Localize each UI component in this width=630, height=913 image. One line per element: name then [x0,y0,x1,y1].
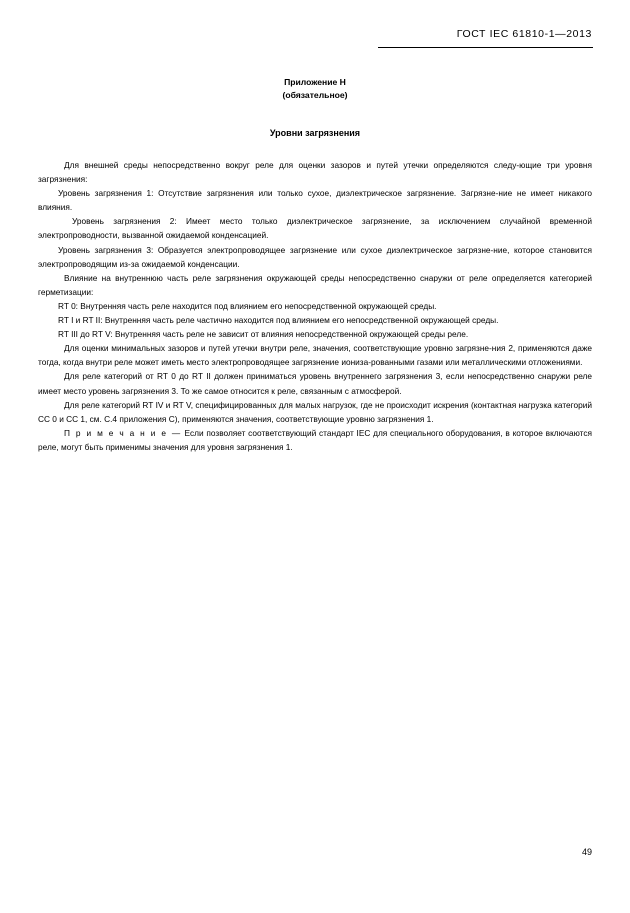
paragraph: RT III до RT V: Внутренняя часть реле не зависит от влияния непосредственной окружающей среды реле. [58,329,469,340]
body-text [38,158,592,454]
paragraph: Влияние на внутреннюю часть реле загрязнения окружающей среды непосредственно снаружи от реле определяется категорией герметизации: [38,272,592,297]
note-text: Если позволяет соответствующий стандарт IEC для специального оборудования, в которое включаются реле, могут быть применимы значения для уровня загрязнения 1. [38,427,592,452]
page-header: ГОСТ IEC 61810-1—2013 [456,28,592,40]
page-title: Уровни загрязнения [269,128,361,138]
annex-title: Приложение Н [284,77,346,87]
note-label: П р и м е ч а н и е — [64,427,182,438]
paragraph: Уровень загрязнения 1: Отсутствие загрязнения или только сухое, диэлектрическое загрязнение. Загрязне-ние не имеет никакого влияния. [38,188,592,213]
paragraph: Для реле категорий от RT 0 до RT II должен приниматься уровень внутреннего загрязнения 3, если непосредственно снаружи реле имеет место уровень загрязнения 3. То же самое относится к реле, связанным с атмосферой. [38,371,592,396]
paragraph: RT 0: Внутренняя часть реле находится под влиянием его непосредственной окружающей среды. [58,300,437,311]
note-paragraph [38,426,592,454]
paragraph: Уровень загрязнения 3: Образуется электропроводящее загрязнение или сухое диэлектрическое загрязне-ние, которое становится электропроводящим из-за ожидаемой конденсации. [38,244,592,269]
paragraph: Для внешней среды непосредственно вокруг реле для оценки зазоров и путей утечки определяются следу-ющие три уровня загрязнения: [38,160,592,185]
annex-subtitle: (обязательное) [282,90,348,100]
paragraph: RT I и RT II: Внутренняя часть реле частично находится под влиянием его непосредственной окружающей среды. [58,315,499,326]
header-rule [378,47,593,48]
annex-heading [0,76,630,102]
page-number: 49 [581,847,592,857]
paragraph: Для оценки минимальных зазоров и путей утечки внутри реле, значения, соответствующие уровню загрязне-ния 2, применяются даже тогда, когда внутри реле может иметь место электропроводящее загрязнение иониза-рованными газами или металлическими отложениями. [38,343,592,368]
paragraph: Для реле категорий RT IV и RT V, специфицированных для малых нагрузок, где не происходит искрения (контактная нагрузка категорий СС 0 и СС 1, см. С.4 приложения С), применяются значения, соответствующие уровню загрязнения 1. [38,399,592,424]
paragraph: Уровень загрязнения 2: Имеет место только диэлектрическое загрязнение, за исключением случайной временной электропроводности, вызванной ожидаемой конденсацией. [38,216,592,241]
